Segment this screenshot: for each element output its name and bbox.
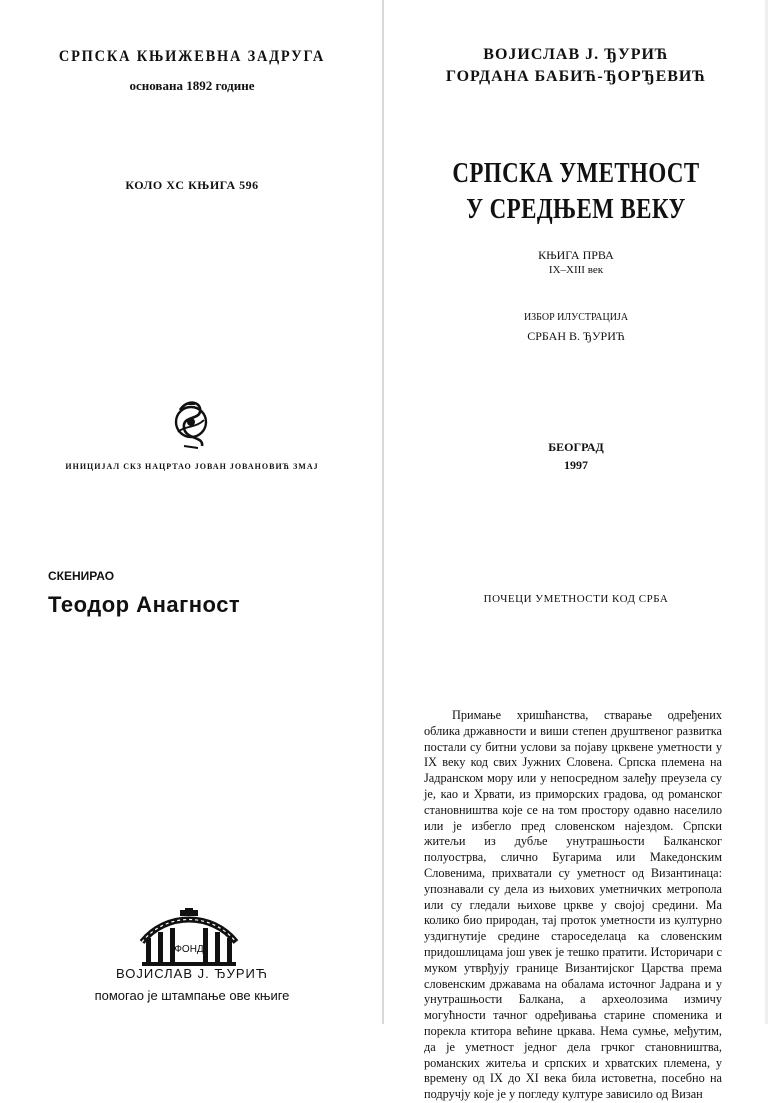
- left-page: [0, 0, 384, 1024]
- publication-city: БЕОГРАД: [548, 440, 604, 454]
- fund-emblem-icon: [136, 908, 242, 970]
- chapter-title: ПОЧЕЦИ УМЕТНОСТИ КОД СРБА: [483, 593, 669, 605]
- initial-credit: ИНИЦИЈАЛ СКЗ НАЦРТАО ЈОВАН ЈОВАНОВИЋ ЗМАЈ: [65, 462, 319, 471]
- publisher-name: СРПСКА КЊИЖЕВНА ЗАДРУГА: [58, 48, 326, 65]
- fund-note: помогао је штампање ове књиге: [94, 988, 290, 1003]
- right-page: [384, 0, 768, 1102]
- monogram-emblem-icon: [170, 396, 212, 452]
- fund-label: ФОНД: [174, 944, 204, 955]
- illustrations-name: СРБАН В. ЂУРИЋ: [527, 329, 625, 343]
- publisher-founded: основана 1892 године: [129, 78, 255, 93]
- author-name: ГОРДАНА БАБИЋ-ЂОРЂЕВИЋ: [445, 68, 707, 85]
- volume-label: КЊИГА ПРВА: [538, 248, 614, 262]
- scanned-by-label: СКЕНИРАО: [48, 569, 115, 583]
- publication-year: 1997: [564, 458, 588, 472]
- book-title: СРПСКА УМЕТНОСТ: [452, 158, 700, 189]
- illustrations-label: ИЗБОР ИЛУСТРАЦИЈА: [523, 312, 629, 323]
- century-range: IX–XIII век: [548, 264, 604, 276]
- fund-name: ВОЈИСЛАВ Ј. ЂУРИЋ: [116, 966, 268, 981]
- chapter-body-text: Примање хришћанства, стварање одређених облика државности и виши степен друштвеног развитка постали су битни услови за појаву црквене уметности у IX веку код свих Јужних Словена. Српска племена на Јадранском мору или у непосредном залеђу преузела су је, као и Хрвати, из приморских градова, од романског становништва које се на том простору одавно населило или је избегло пред словенском најездом. Српски житељи из дубље унутрашњости Балканског полуострва, слично Бугарима или Македонским Словенима, прихватали су уметност од Византинаца: упознавали су дела из њихових уметничких метропола или су гледали њихове цркве у својој средини. Ма колико био природан, тај проток уметности из културно уздигнутије средине староседелаца ка словенским придошлицама још увек је тешко пратити. Историчари с муком утврђују границе Византијског Царства према словенским државама на обалама источног Јадрана и у унутрашњости Балкана, а археолозима измичу могућности тачног одређивања старине споменика и порекла ктитора већине цркава. Нема сумње, међутим, да је уметност једног дела грчког становништва, романских житеља и српских и хрватских племена, у времену од IX до XI века била истоветна, посебно на подручју које је у погледу културе зависило од Визан: [424, 708, 722, 1102]
- series-info: КОЛО XC КЊИГА 596: [125, 178, 259, 192]
- book-title: У СРЕДЊЕМ ВЕКУ: [466, 194, 686, 225]
- author-name: ВОЈИСЛАВ Ј. ЂУРИЋ: [483, 46, 669, 63]
- scanned-by-name: Теодор Анагност: [48, 592, 241, 617]
